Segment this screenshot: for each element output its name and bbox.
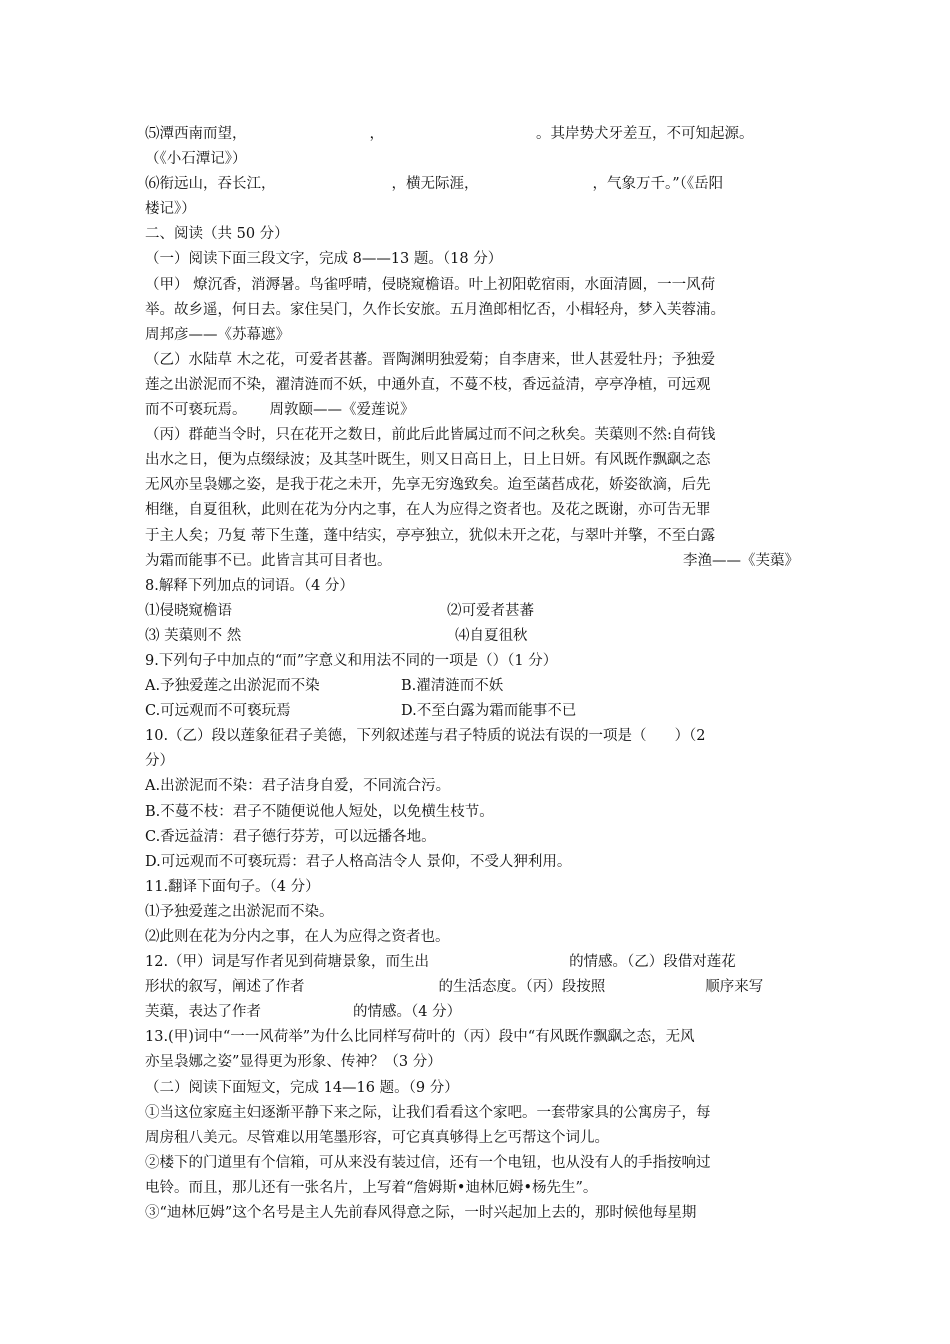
passage-line: 莲之出淤泥而不染，濯清涟而不妖，中通外直，不蔓不枝，香远益清，亭亭净植，可远观 [145,376,711,393]
question-9-options: C.可远观而不可亵玩焉 D.不至白露为霜而能事不已 [145,703,577,720]
passage-line: 无风亦呈袅娜之姿，是我于花之未开，先享无穷逸致矣。迨至菡萏成花，娇姿欲滴，后先 [145,477,711,494]
question-10-option: B.不蔓不枝：君子不随便说他人短处，以免横生枝节。 [145,803,494,820]
section-heading: 二、阅读（共 50 分） [145,226,289,243]
passage-line: ①当这位家庭主妇逐渐平静下来之际，让我们看看这个家吧。一套带家具的公寓房子，每 [145,1104,711,1121]
passage-line: 电铃。而且，那儿还有一张名片，上写着“詹姆斯•迪林厄姆•杨先生”。 [145,1179,598,1196]
question-11-item: ⑴予独爱莲之出淤泥而不染。 [145,903,334,920]
passage-line: 举。故乡遥，何日去。家住吴门，久作长安旅。五月渔郎相忆否，小楫轻舟，梦入芙蓉浦。 [145,301,725,318]
text-line-4: 楼记》） [145,201,196,218]
passage-line: 周邦彦——《苏幕遮》 [145,326,290,343]
passage-line: 于主人矣；乃复 蒂下生蓬，蓬中结实，亭亭独立，犹似未开之花，与翠叶并擎，不至白露 [145,527,716,544]
question-13: 13.(甲)词中“一一风荷举”为什么比同样写荷叶的（丙）段中“有风既作飘飖之态，无风 [145,1029,695,1046]
passage-line: 出水之日，便为点缀绿波；及其茎叶既生，则又日高日上，日上日妍。有风既作飘飖之态 [145,452,711,469]
question-9: 9.下列句子中加点的“而”字意义和用法不同的一项是（）（1 分） [145,652,558,669]
question-8: 8.解释下列加点的词语。（4 分） [145,577,354,594]
passage-line: ②楼下的门道里有个信箱，可从来没有装过信，还有一个电钮，也从没有人的手指按响过 [145,1154,711,1171]
question-12: 芙蕖，表达了作者 的情感。（4 分） [145,1004,462,1021]
question-9-options: A.予独爱莲之出淤泥而不染 B.濯清涟而不妖 [145,678,504,695]
question-8-items: ⑴侵晓窥檐语 ⑵可爱者甚蕃 [145,602,534,619]
question-8-items: ⑶ 芙蕖则不 然 ⑷自夏徂秋 [145,627,528,644]
question-10-cont: 分） [145,753,174,770]
passage-line: 而不可亵玩焉。 周敦颐——《爱莲说》 [145,402,415,419]
passage-line: 为霜而能事不已。此皆言其可目者也。 李渔——《芙蕖》 [145,552,799,569]
question-12: 形状的叙写，阐述了作者 的生活态度。（丙）段按照 顺序来写 [145,979,764,996]
question-11: 11.翻译下面句子。（4 分） [145,878,320,895]
subsection-heading: （一）阅读下面三段文字，完成 8——13 题。（18 分） [145,251,503,268]
passage-line: 相继，自夏徂秋，此则在花为分内之事，在人为应得之资者也。及花之既谢，亦可告无罪 [145,502,711,519]
passage-line: ③“迪林厄姆”这个名号是主人先前春风得意之际，一时兴起加上去的，那时候他每星期 [145,1205,697,1222]
subsection-heading: （二）阅读下面短文，完成 14—16 题。（9 分） [145,1079,459,1096]
passage-line: （丙）群葩当令时，只在花开之数日，前此后此皆属过而不问之秋矣。芙蕖则不然:自荷钱 [145,427,716,444]
document-page [145,122,817,1226]
passage-line: 周房租八美元。尽管难以用笔墨形容，可它真真够得上乞丐帮这个词儿。 [145,1129,609,1146]
question-10-option: C.香远益清：君子德行芬芳，可以远播各地。 [145,828,436,845]
passage-line: （乙）水陆草 木之花，可爱者甚蕃。晋陶渊明独爱菊；自李唐来，世人甚爱牡丹；予独爱 [145,351,716,368]
text-line-1: ⑸潭西南而望， ， 。其岸势犬牙差互，不可知起源。 [145,126,754,142]
question-10-option: D.可远观而不可亵玩焉：君子人格高洁令人 景仰，不受人狎利用。 [145,853,572,870]
passage-line: （甲） 燎沉香，消溽暑。鸟雀呼晴，侵晓窥檐语。叶上初阳乾宿雨，水面清圆，一一风荷 [145,276,716,293]
question-10: 10.（乙）段以莲象征君子美德，下列叙述莲与君子特质的说法有误的一项是（ ）（2 [145,728,706,745]
question-12: 12.（甲）词是写作者见到荷塘景象，而生出 的情感。（乙）段借对莲花 [145,954,736,971]
text-line-2: （《小石潭记》） [145,151,247,168]
text-line-3: ⑹衔远山，吞长江， ，横无际涯， ，气象万千。”（《岳阳 [145,176,724,193]
question-10-option: A.出淤泥而不染：君子洁身自爱，不同流合污。 [145,778,451,795]
question-13: 亦呈袅娜之姿”显得更为形象、传神？（3 分） [145,1054,442,1071]
question-11-item: ⑵此则在花为分内之事，在人为应得之资者也。 [145,929,450,945]
